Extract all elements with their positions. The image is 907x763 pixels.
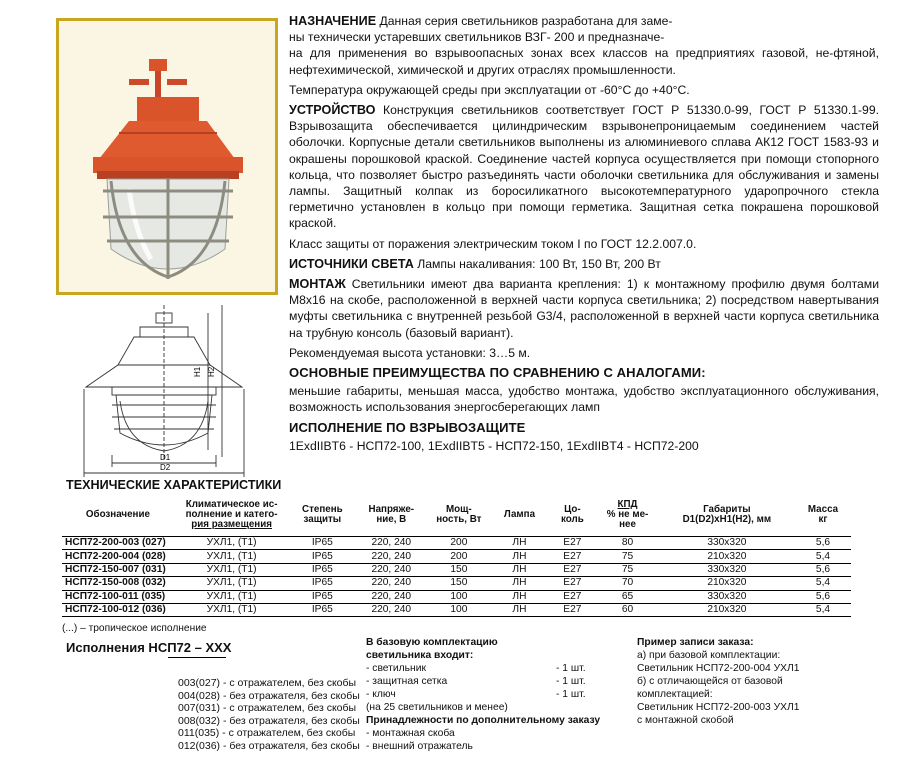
table-row: НСП72-200-004 (028) УХЛ1, (Т1) IP65 220, 240 200 ЛН E27 75 210х320 5,4 (62, 550, 851, 563)
lamp-illustration (59, 21, 275, 292)
tropical-note: (...) – тропическое исполнение (62, 623, 207, 634)
mounting-heading: МОНТАЖ (289, 277, 346, 292)
table-row: НСП72-150-008 (032) УХЛ1, (Т1) IP65 220, 240 150 ЛН E27 70 210х320 5,4 (62, 577, 851, 590)
light-sources-heading: ИСТОЧНИКИ СВЕТА (289, 256, 414, 271)
col-efficiency: КПД % не ме- нее (596, 494, 658, 537)
order-line: Светильник НСП72-200-003 УХЛ1 (637, 702, 800, 713)
order-line: с монтажной скобой (637, 715, 734, 726)
list-item: - монтажная скоба (366, 728, 455, 739)
kit-title-1: В базовую комплектацию (366, 637, 498, 648)
accessories-title: Принадлежности по дополнительному заказу (366, 715, 601, 726)
explosion-text: 1ExdIIBT6 - НСП72-100, 1ExdIIBT5 - НСП72-150, 1ExdIIBT4 - НСП72-200 (289, 438, 699, 453)
purpose-section: НАЗНАЧЕНИЕ Данная серия светильников разработана для заме- ны технически устаревших светильников ВЗГ- 200 и предназначе- на для применения во взрывоопасных зонах всех классов на предприятиях газовой, не-фтяной, нефтехимической, химической и других отраслях промышленности. (289, 14, 879, 77)
list-item: 007(031) - с отражателем, без скобы (178, 702, 357, 715)
list-item: 003(027) - с отражателем, без скобы (178, 677, 357, 689)
kit-note: (на 25 светильников и менее) (366, 702, 508, 713)
col-socket: Цо- коль (548, 494, 596, 537)
temperature-text: Температура окружающей среды при эксплуатации от -60°С до +40°С. (289, 82, 690, 97)
light-sources-section: ИСТОЧНИКИ СВЕТА Лампы накаливания: 100 Вт, 150 Вт, 200 Вт (289, 256, 661, 271)
protection-class-text: Класс защиты от поражения электрическим током I по ГОСТ 12.2.007.0. (289, 236, 697, 251)
description-block (289, 13, 879, 458)
base-kit (366, 636, 606, 753)
specs-table (62, 494, 851, 617)
list-item: 011(035) - с отражателем, без скобы (178, 727, 356, 740)
list-item: 004(028) - без отражателя, без скобы (178, 689, 360, 702)
technical-drawing (56, 305, 278, 480)
list-item: - внешний отражатель (366, 741, 473, 752)
col-mass: Масса кг (795, 494, 851, 537)
list-item: 012(036) - без отражателя, без скобы (178, 739, 360, 752)
order-title: Пример записи заказа: (637, 637, 754, 648)
list-item: 008(032) - без отражателя, без скобы (178, 714, 360, 727)
list-item: - ключ - 1 шт. (366, 689, 586, 700)
list-item: - светильник - 1 шт. (366, 663, 586, 674)
order-line: б) с отличающейся от базовой (637, 676, 783, 687)
col-name: Обозначение (62, 494, 174, 537)
variants-list (178, 677, 360, 753)
order-line: Светильник НСП72-200-004 УХЛ1 (637, 663, 800, 674)
product-photo (56, 18, 278, 295)
dim-d2-label: D2 (160, 463, 171, 472)
mounting-height-text: Рекомендуемая высота установки: 3…5 м. (289, 345, 531, 360)
table-row: НСП72-100-011 (035) УХЛ1, (Т1) IP65 220, 240 100 ЛН E27 65 330х320 5,6 (62, 590, 851, 603)
advantages-text: меньшие габариты, меньшая масса, удобство монтажа, удобство эксплуатационного обслуживания, возможность использования энергосберегающих ламп (289, 384, 879, 415)
dim-h2-label: H2 (207, 366, 216, 377)
design-section: УСТРОЙСТВО Конструкция светильников соответствует ГОСТ Р 51330.0-99, ГОСТ Р 51330.1-99. Взрывозащита обеспечивается цилиндрическим взрывонепроницаемым соединением частей оболочки. Корпусные детали светильников выполнены из алюминиевого сплава АК12 ГОСТ 1583-93 и окрашены порошковой краской. Соединение частей корпуса осуществляется при помощи стопорного кольца, что позволяет быстро разъединять части оболочки светильника для обслуживания и замены лампы. Защитный колпак из боросиликатного высокотемпературного ударопрочного стекла герметично установлен в кольцо при помощи герметика. Защитная сетка покрашена порошковой краской. (289, 103, 879, 231)
specs-title: ТЕХНИЧЕСКИЕ ХАРАКТЕРИСТИКИ (66, 478, 282, 492)
order-example (637, 636, 867, 727)
mounting-section: МОНТАЖ Светильники имеют два варианта крепления: 1) к монтажному профилю двумя болтами М8х16 на скобе, расположенной в верхней части корпуса светильника; 2) посредством навертывания муфты светильника с внутренней резьбой G3/4, расположенной в верхней части корпуса светильника на трубную консоль (базовый вариант). (289, 277, 879, 340)
col-dimensions: Габариты D1(D2)хН1(Н2), мм (659, 494, 795, 537)
order-line: а) при базовой комплектации: (637, 650, 781, 661)
col-lamp: Лампа (491, 494, 549, 537)
kit-title-2: светильника входит: (366, 650, 474, 661)
col-voltage: Напряже- ние, В (355, 494, 427, 537)
specs-header-row (62, 494, 851, 537)
dim-d1-label: D1 (160, 453, 171, 462)
explosion-heading: ИСПОЛНЕНИЕ ПО ВЗРЫВОЗАЩИТЕ (289, 419, 526, 435)
col-power: Мощ- ность, Вт (427, 494, 490, 537)
table-row: НСП72-200-003 (027) УХЛ1, (Т1) IP65 220, 240 200 ЛН E27 80 330х320 5,6 (62, 537, 851, 550)
list-item: - защитная сетка - 1 шт. (366, 676, 586, 687)
order-line: комплектацией: (637, 689, 713, 700)
col-climate: Климатическое ис- полнение и катего- рия размещения (174, 494, 289, 537)
purpose-heading: НАЗНАЧЕНИЕ (289, 14, 377, 28)
col-ip: Степень защиты (289, 494, 355, 537)
dim-h1-label: H1 (193, 366, 202, 377)
variants-underline (168, 657, 226, 658)
design-heading: УСТРОЙСТВО (289, 103, 376, 118)
advantages-heading: ОСНОВНЫЕ ПРЕИМУЩЕСТВА ПО СРАВНЕНИЮ С АНАЛОГАМИ: (289, 365, 706, 381)
variants-title: Исполнения НСП72 – XXX (66, 640, 232, 655)
table-row: НСП72-150-007 (031) УХЛ1, (Т1) IP65 220, 240 150 ЛН E27 75 330х320 5,6 (62, 563, 851, 576)
table-row: НСП72-100-012 (036) УХЛ1, (Т1) IP65 220, 240 100 ЛН E27 60 210х320 5,4 (62, 603, 851, 616)
